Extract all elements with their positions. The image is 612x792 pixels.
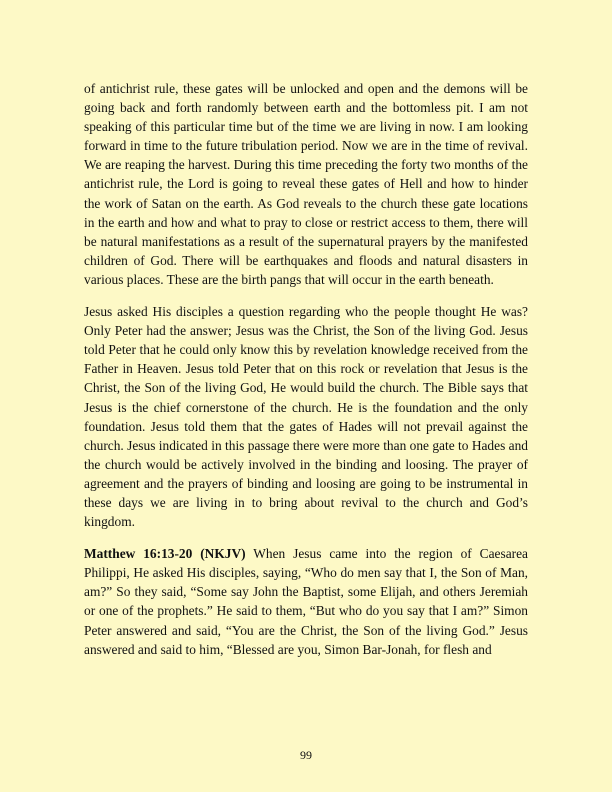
scripture-paragraph (84, 544, 528, 659)
page-body (84, 79, 528, 659)
scripture-text: When Jesus came into the region of Caesarea Philippi, He asked His disciples, saying, “Who do men say that I, the Son of Man, am?” So they said, “Some say John the Baptist, some Elijah, and others Jeremiah or one of the prophets.” He said to them, “But who do you say that I am?” Simon Peter answered and said, “You are the Christ, the Son of the living God.” Jesus answered and said to him, “Blessed are you, Simon Bar-Jonah, for flesh and (84, 546, 528, 657)
body-paragraph: Jesus asked His disciples a question regarding who the people thought He was? Only Peter had the answer; Jesus was the Christ, the Son of the living God. Jesus told Peter that he could only know this by revelation knowledge received from the Father in Heaven. Jesus told Peter that on this rock or revelation that Jesus is the Christ, the Son of the living God, He would build the church. The Bible says that Jesus is the chief cornerstone of the church. He is the foundation and the only foundation. Jesus told them that the gates of Hades will not prevail against the church. Jesus indicated in this passage there were more than one gate to Hades and the church would be actively involved in the binding and loosing. The prayer of agreement and the prayers of binding and loosing are going to be instrumental in these days we are living in to bring about revival to the church and God’s kingdom. (84, 304, 528, 530)
scripture-reference: Matthew 16:13-20 (NKJV) (84, 546, 246, 562)
page-number: 99 (300, 748, 312, 762)
body-paragraph: of antichrist rule, these gates will be unlocked and open and the demons will be going back and forth randomly between earth and the bottomless pit. I am not speaking of this particular time but of the time we are living in now. I am looking forward in time to the future tribulation period. Now we are in the time of revival. We are reaping the harvest. During this time preceding the forty two months of the antichrist rule, the Lord is going to reveal these gates of Hell and how to hinder the work of Satan on the earth. As God reveals to the church these gate locations in the earth and how and what to pray to close or restrict access to them, there will be natural manifestations as a result of the supernatural prayers by the manifested children of God. There will be earthquakes and floods and natural disasters in various places. These are the birth pangs that will occur in the earth beneath. (84, 81, 528, 287)
